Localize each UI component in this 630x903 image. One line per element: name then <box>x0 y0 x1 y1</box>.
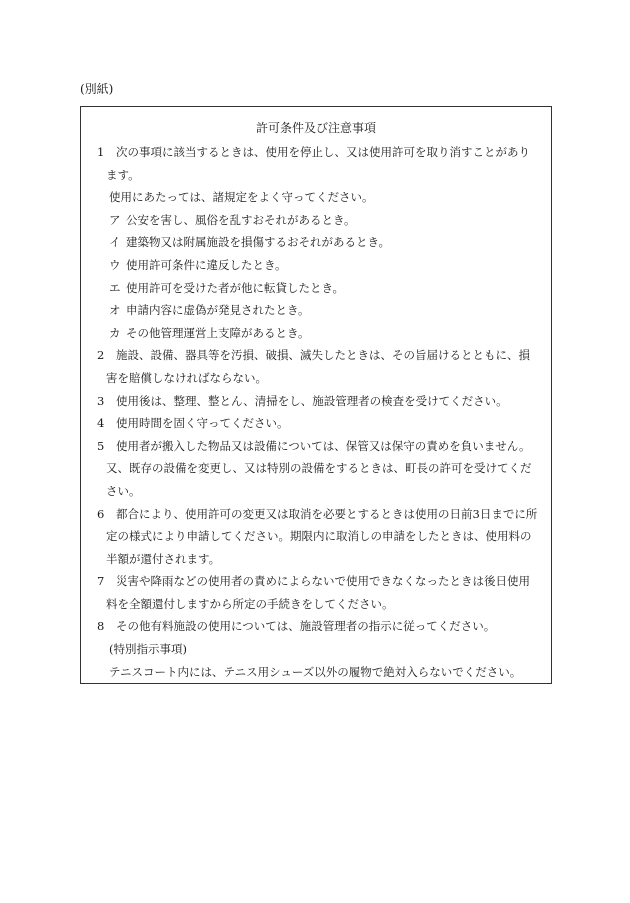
kana-text: 使用許可条件に違反したとき。 <box>126 257 287 272</box>
kana-text: 建築物又は附属施設を損傷するおそれがあるとき。 <box>126 235 391 250</box>
item-1-line-2 <box>81 164 551 187</box>
item-4-number: 4 <box>97 416 105 431</box>
item-5-text: 使用者が搬入した物品又は設備については、保管又は保守の責めを負いません。 <box>116 438 531 453</box>
item-1-text-cont: ます。 <box>106 167 140 182</box>
item-2-text-cont: 害を賠償しなければならない。 <box>106 370 267 385</box>
item-1-line-1 <box>81 141 551 164</box>
kana-item <box>81 231 551 254</box>
kana-text: 使用許可を受けた者が他に転貸したとき。 <box>126 280 345 295</box>
kana-marker: イ <box>109 235 121 250</box>
item-5-text-cont: 又、既存の設備を変更し、又は特別の設備をするときは、町長の許可を受けてくだ <box>106 461 532 476</box>
kana-item <box>81 277 551 300</box>
kana-item <box>81 209 551 232</box>
item-1-note: 使用にあたっては、諸規定をよく守ってください。 <box>109 190 374 205</box>
item-3-number: 3 <box>97 393 105 408</box>
item-7-text-cont: 料を全額還付しますから所定の手続きをしてください。 <box>106 596 394 611</box>
item-6-text-cont: 定の様式により申請してください。期限内に取消しの申請をしたときは、使用料の <box>106 529 532 544</box>
kana-text: 公安を害し、風俗を乱すおそれがあるとき。 <box>126 212 356 227</box>
item-5-text-cont: さい。 <box>106 483 141 498</box>
kana-marker: カ <box>109 325 121 340</box>
conditions-list <box>81 141 551 683</box>
attachment-label: (別紙) <box>80 82 114 96</box>
item-8-number: 8 <box>97 619 105 634</box>
kana-marker: ウ <box>109 257 121 272</box>
kana-marker: エ <box>109 280 121 295</box>
item-3-text: 使用後は、整理、整とん、清掃をし、施設管理者の検査を受けてください。 <box>116 393 508 408</box>
item-1-number: 1 <box>97 145 105 159</box>
item-6-number: 6 <box>97 506 105 521</box>
item-7-number: 7 <box>97 574 105 589</box>
kana-item <box>81 322 551 345</box>
item-2-number: 2 <box>97 348 105 363</box>
item-4-line-1 <box>81 412 551 435</box>
kana-item <box>81 254 551 277</box>
special-instructions-text: テニスコート内には、テニス用シューズ以外の履物で絶対入らないでください。 <box>109 664 522 679</box>
item-6-line-2 <box>81 525 551 548</box>
box-title: 許可条件及び注意事項 <box>255 121 376 135</box>
kana-text: その他管理運営上支障があるとき。 <box>126 325 310 340</box>
kana-marker: ア <box>109 212 121 227</box>
item-4-text: 使用時間を固く守ってください。 <box>116 416 289 431</box>
special-header-line <box>81 638 551 661</box>
item-2-line-2 <box>81 367 551 390</box>
item-5-line-3 <box>81 480 551 503</box>
item-6-text-cont: 半額が還付されます。 <box>106 551 221 566</box>
item-6-text: 都合により、使用許可の変更又は取消を必要とするときは使用の日前3日までに所 <box>116 506 538 521</box>
special-instructions-header: (特別指示事項) <box>109 642 187 657</box>
item-8-line-1 <box>81 615 551 638</box>
kana-marker: オ <box>109 303 121 318</box>
item-7-text: 災害や降雨などの使用者の責めによらないで使用できなくなったときは後日使用 <box>116 574 530 589</box>
item-7-line-1 <box>81 570 551 593</box>
special-text-line <box>81 661 551 684</box>
kana-item <box>81 299 551 322</box>
item-1-line-3 <box>81 186 551 209</box>
item-3-line-1 <box>81 390 551 413</box>
item-2-text: 施設、設備、器具等を汚損、破損、滅失したときは、その旨届けるとともに、損 <box>116 348 530 363</box>
item-7-line-2 <box>81 593 551 616</box>
item-5-line-2 <box>81 457 551 480</box>
item-5-line-1 <box>81 435 551 458</box>
item-5-number: 5 <box>97 438 105 453</box>
kana-text: 申請内容に虚偽が発見されたとき。 <box>126 303 310 318</box>
item-6-line-3 <box>81 548 551 571</box>
item-6-line-1 <box>81 503 551 526</box>
item-8-text: その他有料施設の使用については、施設管理者の指示に従ってください。 <box>116 619 496 634</box>
conditions-box <box>80 106 552 684</box>
item-2-line-1 <box>81 344 551 367</box>
item-1-text: 次の事項に該当するときは、使用を停止し、又は使用許可を取り消すことがあり <box>116 145 530 159</box>
